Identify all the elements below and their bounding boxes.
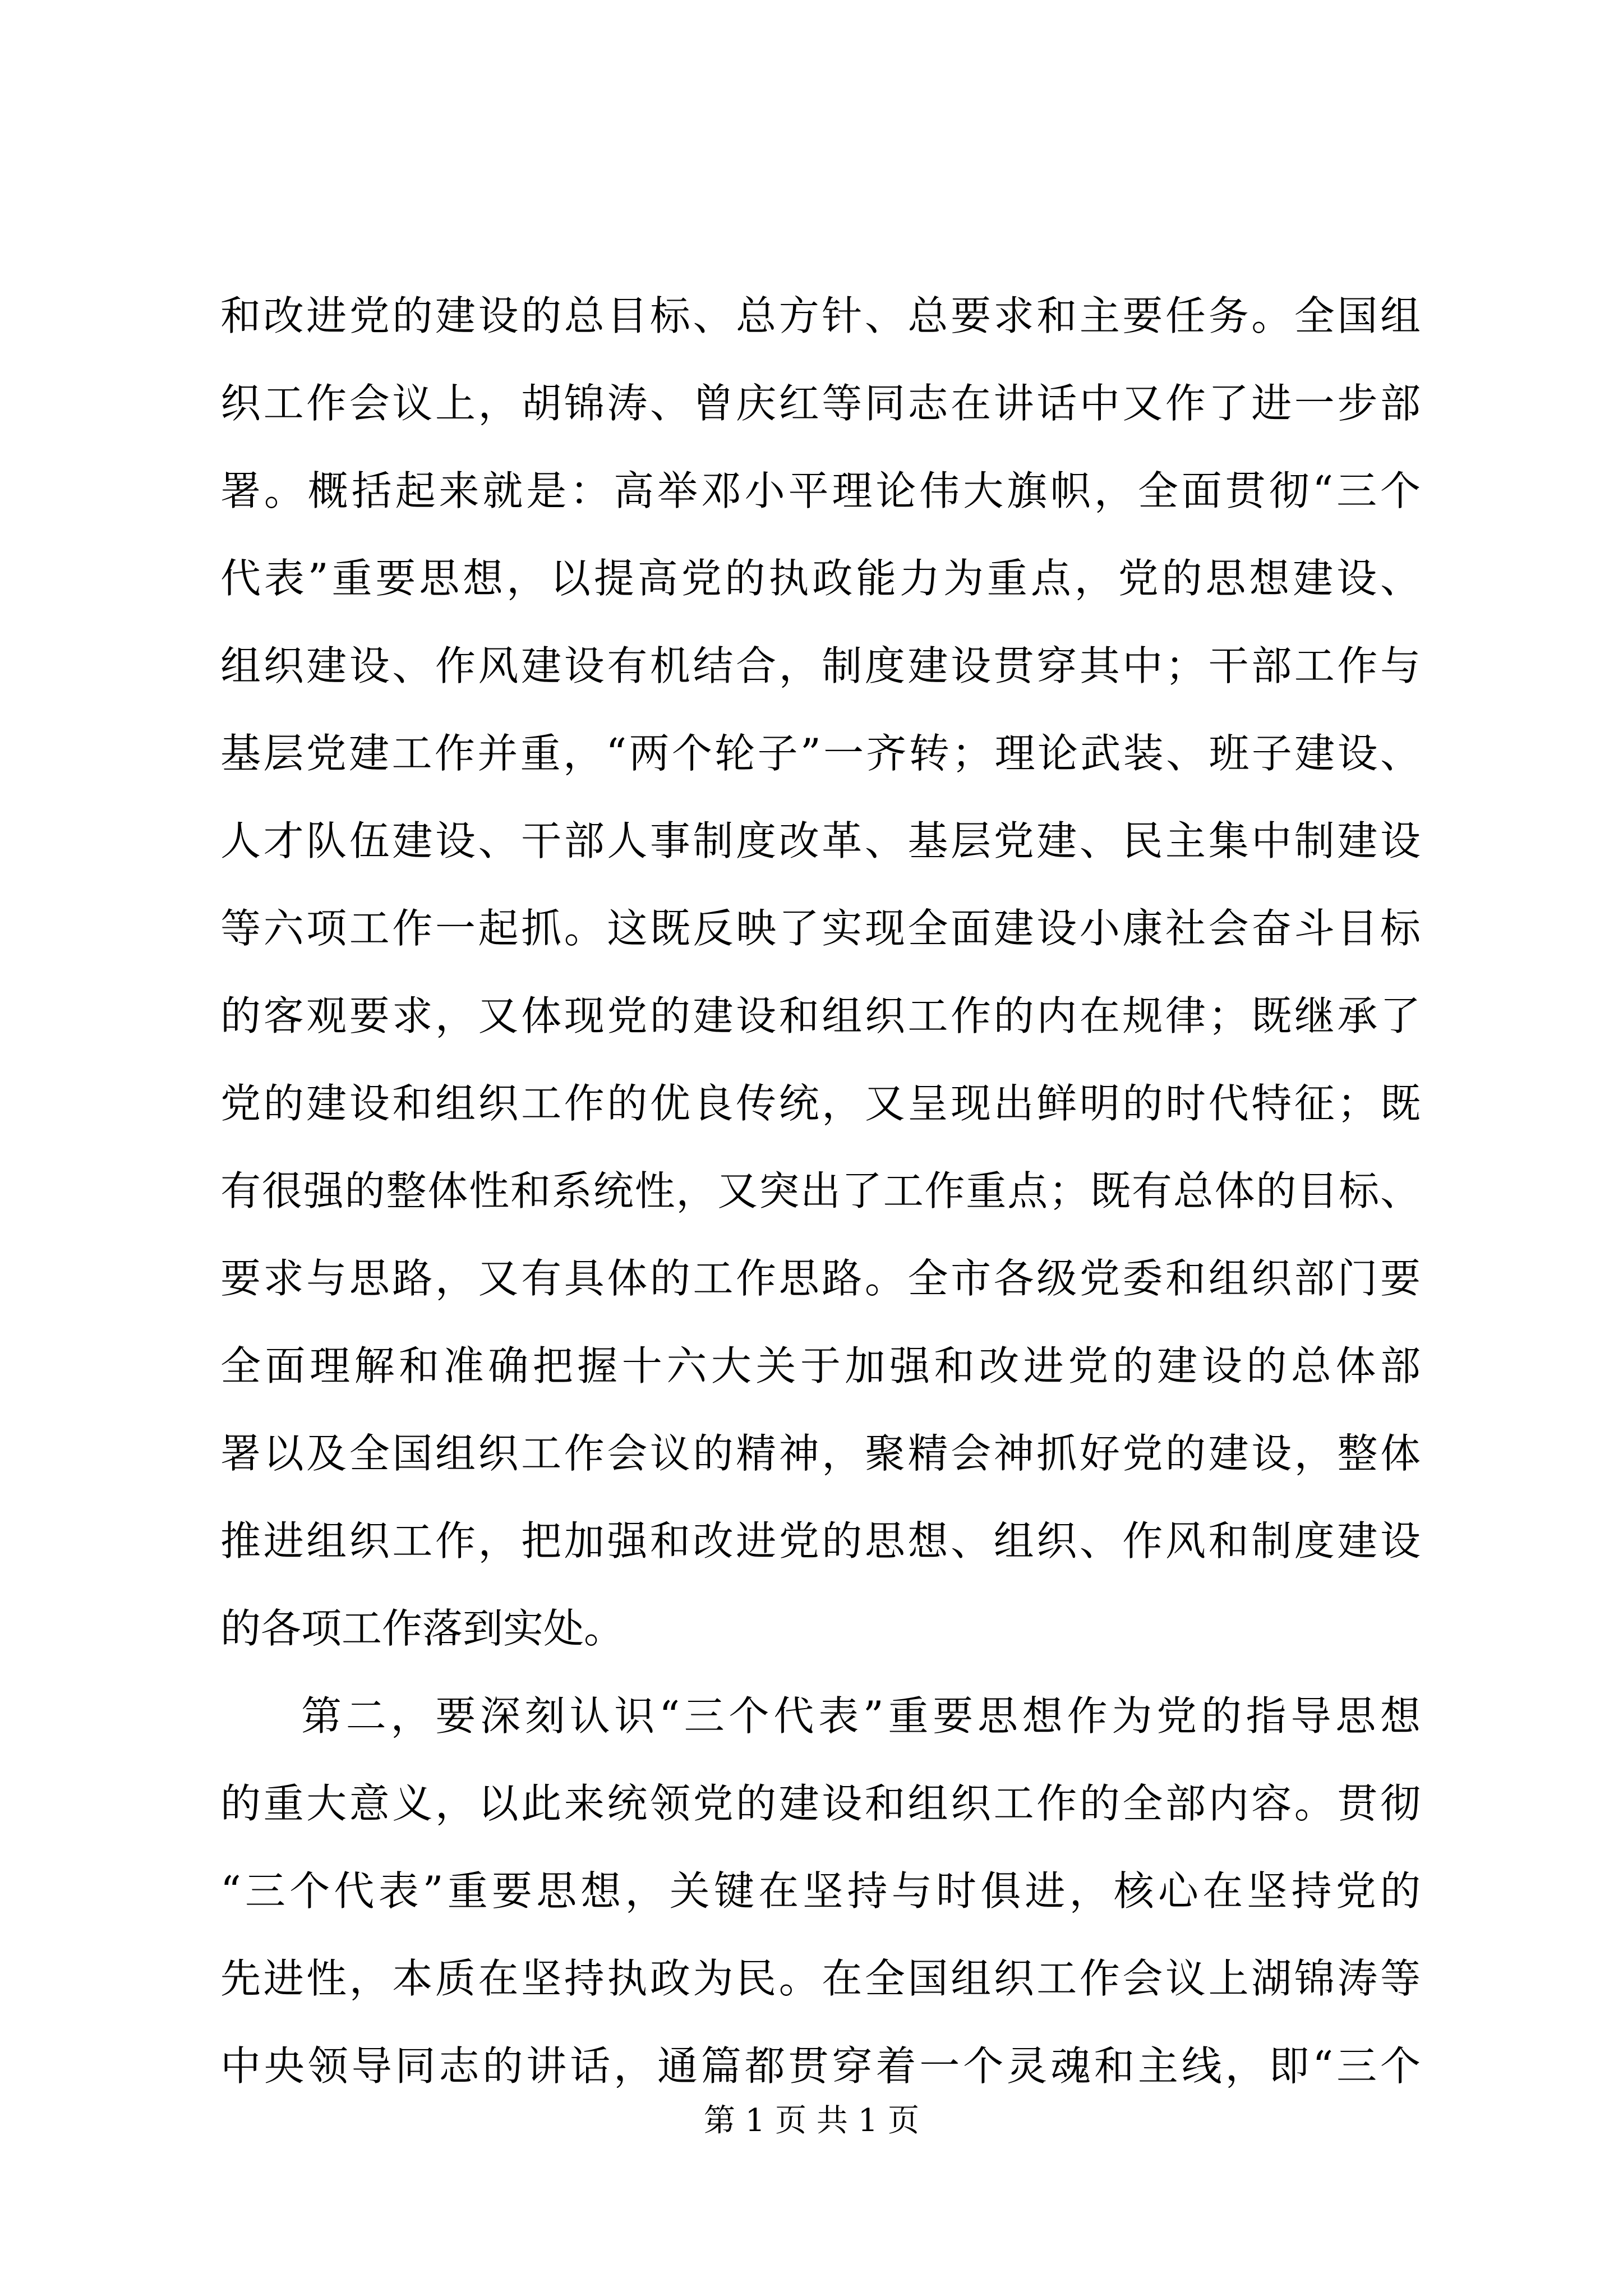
text-line-13: 全面理解和准确把握十六大关于加强和改进党的建设的总体部 bbox=[220, 1342, 1421, 1389]
text-line-9: 的客观要求，又体现党的建设和组织工作的内在规律；既继承了 bbox=[220, 992, 1421, 1039]
text-line-7: 人才队伍建设、干部人事制度改革、基层党建、民主集中制建设 bbox=[220, 817, 1421, 864]
text-line-18: 的重大意义，以此来统领党的建设和组织工作的全部内容。贯彻 bbox=[220, 1780, 1421, 1827]
text-line-11: 有很强的整体性和系统性，又突出了工作重点；既有总体的目标、 bbox=[220, 1167, 1421, 1214]
text-line-4: 代表”重要思想，以提高党的执政能力为重点，党的思想建设、 bbox=[220, 555, 1421, 602]
text-line-20: 先进性，本质在坚持执政为民。在全国组织工作会议上湖锦涛等 bbox=[220, 1955, 1421, 2002]
text-line-17: 第二，要深刻认识“三个代表”重要思想作为党的指导思想 bbox=[301, 1692, 1421, 1740]
text-line-1: 和改进党的建设的总目标、总方针、总要求和主要任务。全国组 bbox=[220, 292, 1421, 339]
text-line-12: 要求与思路，又有具体的工作思路。全市各级党委和组织部门要 bbox=[220, 1255, 1421, 1302]
page-number-label: 第 1 页 共 1 页 bbox=[703, 2102, 920, 2139]
text-line-10: 党的建设和组织工作的优良传统，又呈现出鲜明的时代特征；既 bbox=[220, 1080, 1421, 1127]
text-line-6: 基层党建工作并重，“两个轮子”一齐转；理论武装、班子建设、 bbox=[220, 730, 1421, 777]
text-line-2: 织工作会议上，胡锦涛、曾庆红等同志在讲话中又作了进一步部 bbox=[220, 380, 1421, 427]
text-line-5: 组织建设、作风建设有机结合，制度建设贯穿其中；干部工作与 bbox=[220, 642, 1421, 689]
text-line-3: 署。概括起来就是：高举邓小平理论伟大旗帜，全面贯彻“三个 bbox=[220, 467, 1421, 514]
document-body bbox=[220, 272, 1421, 2110]
text-line-16: 的各项工作落到实处。 bbox=[220, 1605, 625, 1652]
text-line-19: “三个代表”重要思想，关键在坚持与时俱进，核心在坚持党的 bbox=[220, 1867, 1421, 1915]
text-line-21: 中央领导同志的讲话，通篇都贯穿着一个灵魂和主线，即“三个 bbox=[220, 2042, 1421, 2090]
text-line-8: 等六项工作一起抓。这既反映了实现全面建设小康社会奋斗目标 bbox=[220, 905, 1421, 952]
text-line-14: 署以及全国组织工作会议的精神，聚精会神抓好党的建设，整体 bbox=[220, 1430, 1421, 1477]
text-line-15: 推进组织工作，把加强和改进党的思想、组织、作风和制度建设 bbox=[220, 1517, 1421, 1565]
page-footer bbox=[0, 2101, 1623, 2141]
